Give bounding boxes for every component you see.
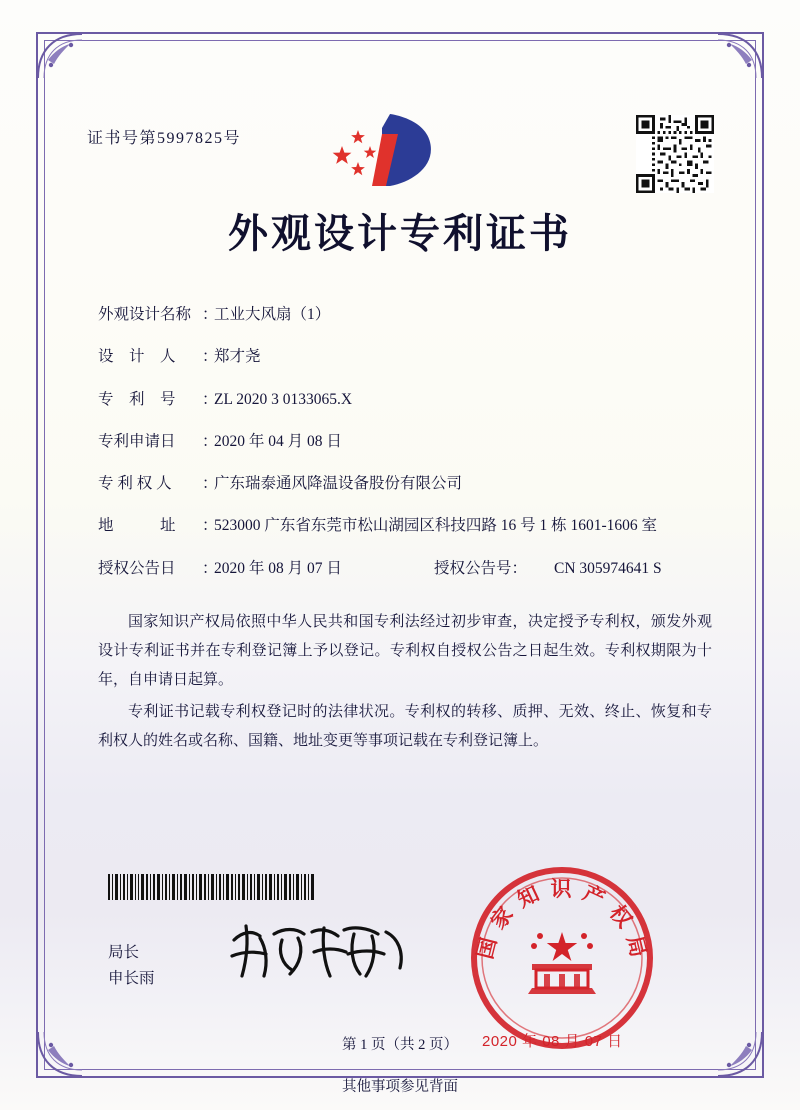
- field-colon: ：: [202, 390, 218, 408]
- field-label: 专 利 号: [98, 390, 176, 408]
- certificate-number: 证书号第5997825号: [87, 130, 242, 147]
- official-red-seal-icon: [466, 862, 658, 1054]
- field-label: 专利申请日: [98, 432, 176, 450]
- qr-code-icon: [636, 115, 714, 193]
- field-value-secondary: CN 305974641 S: [554, 559, 662, 577]
- field-colon: ：: [202, 432, 218, 450]
- field-address: [98, 514, 714, 537]
- page-number: 第 1 页（共 2 页）: [342, 1037, 458, 1053]
- field-designer: [98, 345, 714, 368]
- field-label-secondary: 授权公告号：: [434, 559, 528, 577]
- field-grant-publication: [98, 557, 714, 580]
- barcode-icon: [108, 874, 318, 900]
- seal-date: 2020 年 08 月 07 日: [482, 1033, 623, 1050]
- field-colon: ：: [202, 559, 218, 577]
- field-colon: ：: [202, 348, 218, 366]
- field-label: 外观设计名称: [98, 306, 192, 323]
- field-value: 523000 广东省东莞市松山湖园区科技四路 16 号 1 栋 1601-1606 室: [214, 517, 658, 535]
- back-side-note: 其他事项参见背面: [342, 1079, 458, 1095]
- legal-text: [80, 608, 720, 756]
- field-value: 广东瑞泰通风降温设备股份有限公司: [214, 475, 463, 492]
- field-label: 专 利 权 人: [98, 475, 172, 492]
- field-label: 地 址: [98, 517, 176, 535]
- field-label: 设 计 人: [98, 348, 176, 366]
- page-title: 外观设计专利证书: [228, 212, 572, 256]
- field-patent-number: [98, 388, 714, 411]
- field-value: 工业大风扇（1）: [214, 306, 331, 323]
- certificate-header: [80, 60, 720, 180]
- legal-paragraph: 专利证书记载专利权登记时的法律状况。专利权的转移、质押、无效、终止、恢复和专利权人的姓名或名称、国籍、地址变更等事项记载在专利登记簿上。: [98, 703, 712, 749]
- field-colon: ：: [202, 517, 218, 535]
- cnipa-emblem-icon: [328, 108, 448, 194]
- field-colon: ：: [202, 306, 218, 323]
- field-application-date: [98, 430, 714, 453]
- field-value: 2020 年 08 月 07 日: [214, 559, 342, 577]
- field-value: 郑才尧: [214, 348, 261, 366]
- field-value: ZL 2020 3 0133065.X: [214, 390, 353, 408]
- svg-text:国 家 知 识 产 权 局: 国 家 知 识 产 权 局: [473, 878, 651, 962]
- field-colon: ：: [202, 475, 218, 492]
- field-patentee: [98, 472, 714, 495]
- patent-fields: [80, 303, 720, 580]
- director-name: 申长雨: [108, 969, 155, 987]
- handwritten-signature-icon: [226, 918, 411, 990]
- legal-paragraph: 国家知识产权局依照中华人民共和国专利法经过初步审查，决定授予专利权，颁发外观设计专利证书并在专利登记簿上予以登记。专利权自授权公告之日起生效。专利权期限为十年，自申请日起算。: [98, 613, 712, 689]
- signature-label-block: [108, 940, 155, 991]
- director-title: 局长: [108, 944, 140, 961]
- certificate-content: [80, 60, 720, 1053]
- field-value: 2020 年 04 月 08 日: [214, 432, 342, 450]
- field-label: 授权公告日: [98, 559, 176, 577]
- field-design-name: [98, 303, 714, 326]
